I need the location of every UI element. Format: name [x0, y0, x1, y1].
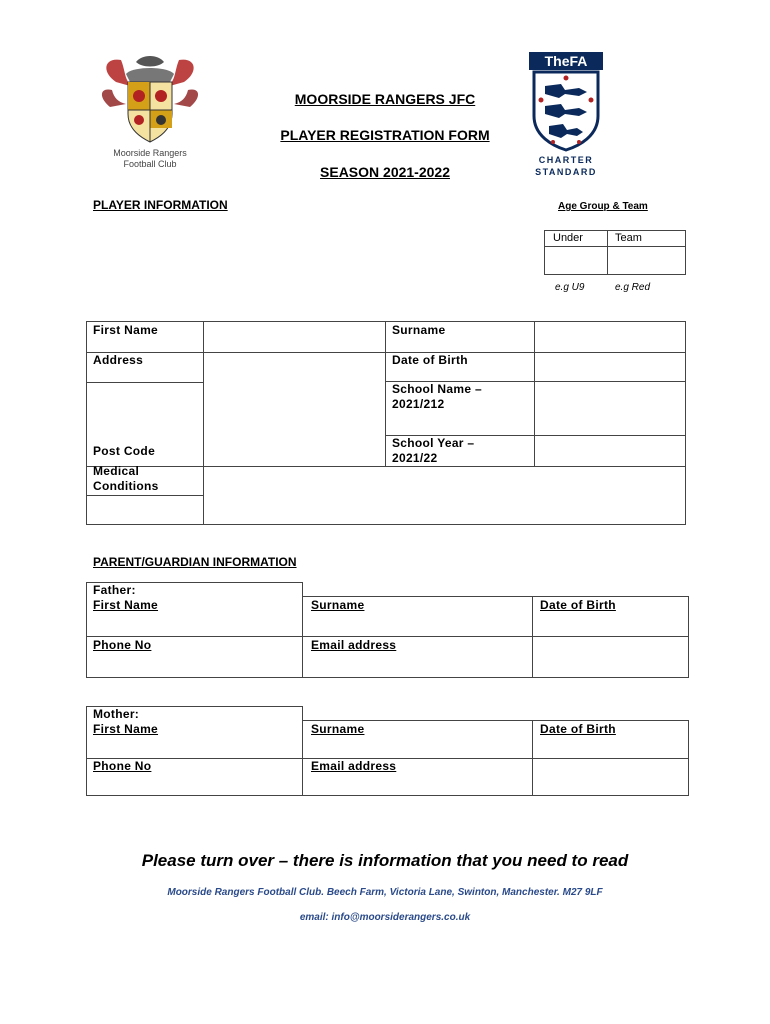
age-group-under-input[interactable]	[546, 247, 606, 273]
player-first-name-input[interactable]	[204, 323, 384, 352]
club-logo-text-line1: Moorside Rangers	[113, 148, 187, 158]
mother-label: Mother: First Name	[93, 707, 159, 736]
medical-label: Medical Conditions	[93, 464, 159, 493]
post-code-label: Post Code	[93, 444, 156, 458]
season-title: SEASON 2021-2022	[320, 164, 450, 180]
fa-logo-standard: STANDARD	[535, 167, 597, 177]
mother-email-label: Email address	[311, 759, 397, 773]
school-year-label: School Year – 2021/22	[392, 436, 475, 465]
player-medical-input[interactable]	[204, 467, 684, 523]
three-lions-crest-icon	[531, 70, 601, 152]
father-dob-label: Date of Birth	[540, 598, 616, 612]
mother-email-input[interactable]	[303, 775, 687, 794]
fa-logo-charter: CHARTER	[538, 155, 594, 165]
father-surname-input[interactable]	[303, 614, 531, 635]
mother-surname-label: Surname	[311, 722, 365, 736]
parent-info-heading: PARENT/GUARDIAN INFORMATION	[93, 555, 297, 569]
school-name-label: School Name – 2021/212	[392, 382, 482, 411]
mother-phone-input[interactable]	[87, 775, 301, 794]
age-group-table	[544, 230, 686, 275]
fa-logo-top: TheFA	[529, 52, 603, 70]
fa-logo	[527, 50, 605, 180]
mother-dob-input[interactable]	[533, 738, 687, 757]
surname-label: Surname	[392, 323, 446, 337]
age-group-team-input[interactable]	[609, 247, 684, 273]
father-label: Father: First Name	[93, 583, 159, 612]
club-email[interactable]: email: info@moorsiderangers.co.uk	[299, 912, 471, 923]
player-school-year-input[interactable]	[535, 436, 684, 466]
age-group-under-label: Under	[553, 232, 583, 244]
turn-over-notice: Please turn over – there is information that you need to read	[141, 851, 629, 870]
address-label: Address	[93, 353, 144, 367]
first-name-label: First Name	[93, 323, 159, 337]
player-address-input[interactable]	[204, 353, 384, 466]
father-first-name-input[interactable]	[87, 614, 301, 635]
player-info-heading: PLAYER INFORMATION	[93, 198, 228, 212]
mother-dob-label: Date of Birth	[540, 722, 616, 736]
mother-table	[86, 706, 689, 796]
player-surname-input[interactable]	[535, 323, 684, 352]
age-group-team-label: Team	[615, 232, 642, 244]
player-school-name-input[interactable]	[535, 382, 684, 435]
father-surname-label: Surname	[311, 598, 365, 612]
age-group-heading: Age Group & Team	[558, 201, 648, 212]
mother-surname-input[interactable]	[303, 738, 531, 757]
club-logo	[96, 52, 204, 174]
mother-first-name-input[interactable]	[87, 738, 301, 757]
father-table	[86, 582, 689, 678]
father-phone-input[interactable]	[87, 654, 301, 676]
father-phone-label: Phone No	[93, 638, 152, 652]
father-dob-input[interactable]	[533, 614, 687, 635]
club-address: Moorside Rangers Football Club. Beech Farm, Victoria Lane, Swinton, Manchester. M27 9LF	[167, 887, 603, 898]
dob-label: Date of Birth	[392, 353, 468, 367]
father-email-label: Email address	[311, 638, 397, 652]
club-name-title: MOORSIDE RANGERS JFC	[294, 91, 476, 107]
age-group-example-team: e.g Red	[615, 282, 651, 293]
mother-phone-label: Phone No	[93, 759, 152, 773]
father-email-input[interactable]	[303, 654, 687, 676]
club-logo-text-line2: Football Club	[123, 159, 177, 169]
player-dob-input[interactable]	[535, 353, 684, 381]
form-title: PLAYER REGISTRATION FORM	[280, 127, 490, 143]
player-info-table	[86, 321, 686, 525]
age-group-example-under: e.g U9	[555, 282, 585, 293]
